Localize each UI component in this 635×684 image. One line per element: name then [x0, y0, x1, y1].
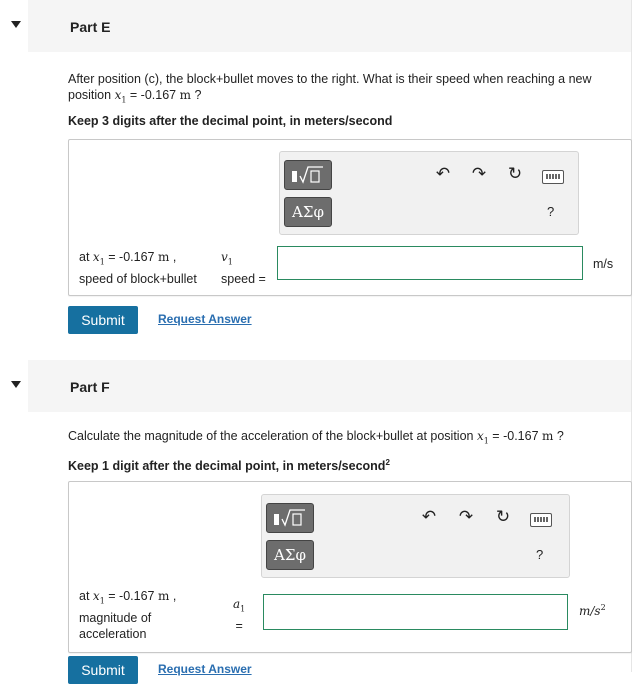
help-icon[interactable]: ?: [547, 204, 555, 219]
undo-icon[interactable]: ↶: [421, 507, 437, 526]
templates-icon: [285, 161, 331, 189]
templates-button[interactable]: [284, 160, 332, 190]
part-e-answer-input[interactable]: [277, 246, 583, 280]
collapse-caret-icon[interactable]: [11, 21, 21, 28]
symbols-button[interactable]: ΑΣφ: [284, 197, 332, 227]
part-f-answer-label: at $x_1 = -0.167$ m , magnitude of acceleration: [79, 589, 177, 641]
undo-icon[interactable]: ↶: [435, 164, 451, 183]
part-e-variable-label: $v_1$ speed =: [221, 250, 266, 286]
templates-icon: [267, 504, 313, 532]
part-f-answer-box: [68, 481, 632, 653]
part-e-math-toolbar: [279, 151, 579, 235]
part-f-unit: $m/s^2$: [579, 603, 606, 618]
part-f-answer-input[interactable]: [263, 594, 568, 630]
part-e-instruction: Keep 3 digits after the decimal point, in meters/second: [68, 114, 393, 128]
reset-icon[interactable]: ↻: [495, 507, 511, 526]
keyboard-icon[interactable]: [542, 170, 564, 184]
redo-icon[interactable]: ↷: [458, 507, 474, 526]
part-e-answer-label: at $x_1 = -0.167$ m , speed of block+bullet: [79, 250, 197, 286]
part-f-header[interactable]: [28, 360, 631, 412]
part-e-request-answer-link[interactable]: Request Answer: [158, 312, 252, 326]
keyboard-icon[interactable]: [530, 513, 552, 527]
part-e-question: After position (c), the block+bullet moves to the right. What is their speed when reaching a new position $x_1 = -0.167$ m ?: [68, 72, 592, 105]
reset-icon[interactable]: ↻: [507, 164, 523, 183]
part-f-math-toolbar: [261, 494, 570, 578]
templates-button[interactable]: [266, 503, 314, 533]
part-f-request-answer-link[interactable]: Request Answer: [158, 662, 252, 676]
symbols-button[interactable]: ΑΣφ: [266, 540, 314, 570]
part-f-instruction: Keep 1 digit after the decimal point, in meters/second$^2$: [68, 458, 390, 474]
part-f-title: Part F: [70, 379, 110, 395]
part-e-submit-button[interactable]: Submit: [68, 306, 138, 334]
part-f-submit-button[interactable]: Submit: [68, 656, 138, 684]
help-icon[interactable]: ?: [536, 547, 544, 562]
part-f-question: Calculate the magnitude of the acceleration of the block+bullet at position $x_1 = -0.167$ m ?: [68, 429, 564, 446]
part-e-header[interactable]: [28, 0, 631, 52]
redo-icon[interactable]: ↷: [471, 164, 487, 183]
part-e-answer-box: [68, 139, 632, 296]
part-e-unit: m/s: [593, 257, 614, 271]
part-e-title: Part E: [70, 19, 111, 35]
collapse-caret-icon[interactable]: [11, 381, 21, 388]
part-f-variable-label: $a_1$ =: [233, 597, 246, 633]
